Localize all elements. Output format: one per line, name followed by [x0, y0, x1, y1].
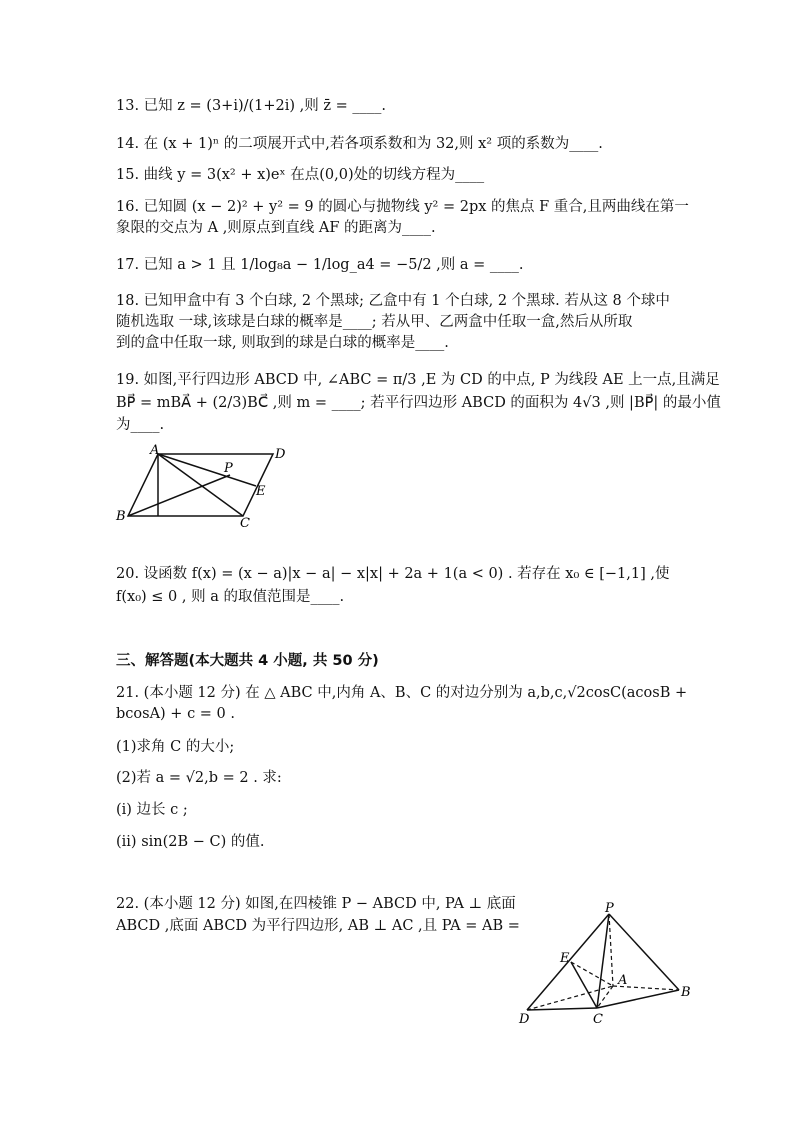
- q21-line-4: (2)若 a = √2,b = 2 . 求:: [116, 770, 282, 786]
- q22-line-2: ABCD ,底面 ABCD 为平行四边形, AB ⊥ AC ,且 PA = AB =: [116, 918, 520, 934]
- fig22-label-P: P: [605, 901, 614, 916]
- parallelogram-figure: [110, 440, 300, 530]
- q18-line-2: 随机选取 一球,该球是白球的概率是____; 若从甲、乙两盒中任取一盒,然后从所取: [116, 314, 633, 330]
- q22-line-1: 22. (本小题 12 分) 如图,在四棱锥 P − ABCD 中, PA ⊥ 底面: [116, 896, 516, 912]
- q18-line-1: 18. 已知甲盒中有 3 个白球, 2 个黑球; 乙盒中有 1 个白球, 2 个黑球. 若从这 8 个球中: [116, 293, 670, 309]
- fig19-label-D: D: [275, 447, 286, 462]
- fig22-label-E: E: [560, 951, 570, 966]
- q21-line-1: 21. (本小题 12 分) 在 △ ABC 中,内角 A、B、C 的对边分别为 a,b,c,√2cosC(acosB +: [116, 685, 688, 701]
- q21-line-2: bcosA) + c = 0 .: [116, 706, 236, 722]
- q17-line: 17. 已知 a > 1 且 1/log₈a − 1/log_a4 = −5/2 ,则 a = ____.: [116, 257, 524, 273]
- q13-line: 13. 已知 z = (3+i)/(1+2i) ,则 z̄ = ____.: [116, 98, 386, 114]
- q21-line-3: (1)求角 C 的大小;: [116, 739, 235, 755]
- q21-line-6: (ii) sin(2B − C) 的值.: [116, 834, 265, 850]
- fig22-label-B: B: [681, 985, 691, 1000]
- q19-line-2: BP⃗ = mBA⃗ + (2/3)BC⃗ ,则 m = ____; 若平行四边形 ABCD 的面积为 4√3 ,则 |BP⃗| 的最小值: [116, 395, 721, 411]
- q20-line-2: f(x₀) ≤ 0 , 则 a 的取值范围是____.: [116, 589, 345, 605]
- q20-line-1: 20. 设函数 f(x) = (x − a)|x − a| − x|x| + 2a + 1(a < 0) . 若存在 x₀ ∈ [−1,1] ,使: [116, 566, 670, 582]
- q19-line-1: 19. 如图,平行四边形 ABCD 中, ∠ABC = π/3 ,E 为 CD 的中点, P 为线段 AE 上一点,且满足: [116, 372, 720, 388]
- q16-line-1: 16. 已知圆 (x − 2)² + y² = 9 的圆心与抛物线 y² = 2px 的焦点 F 重合,且两曲线在第一: [116, 199, 689, 215]
- fig19-label-E: E: [256, 484, 266, 499]
- fig19-label-C: C: [240, 516, 250, 530]
- q16-line-2: 象限的交点为 A ,则原点到直线 AF 的距离为____.: [116, 220, 436, 236]
- q21-line-5: (i) 边长 c ;: [116, 802, 188, 818]
- pyramid-figure: [515, 900, 695, 1030]
- q19-line-3: 为____.: [116, 417, 165, 433]
- fig19-label-P: P: [224, 461, 233, 476]
- fig19-label-B: B: [116, 509, 126, 524]
- fig19-label-A: A: [150, 443, 160, 458]
- fig22-label-A: A: [618, 973, 628, 988]
- q15-line: 15. 曲线 y = 3(x² + x)eˣ 在点(0,0)处的切线方程为____: [116, 167, 485, 183]
- fig22-label-D: D: [519, 1012, 530, 1027]
- q18-line-3: 到的盒中任取一球, 则取到的球是白球的概率是____.: [116, 335, 449, 351]
- q14-line: 14. 在 (x + 1)ⁿ 的二项展开式中,若各项系数和为 32,则 x² 项的系数为____.: [116, 136, 603, 152]
- fig22-label-C: C: [593, 1012, 603, 1027]
- section-3-heading: 三、解答题(本大题共 4 小题, 共 50 分): [116, 653, 379, 669]
